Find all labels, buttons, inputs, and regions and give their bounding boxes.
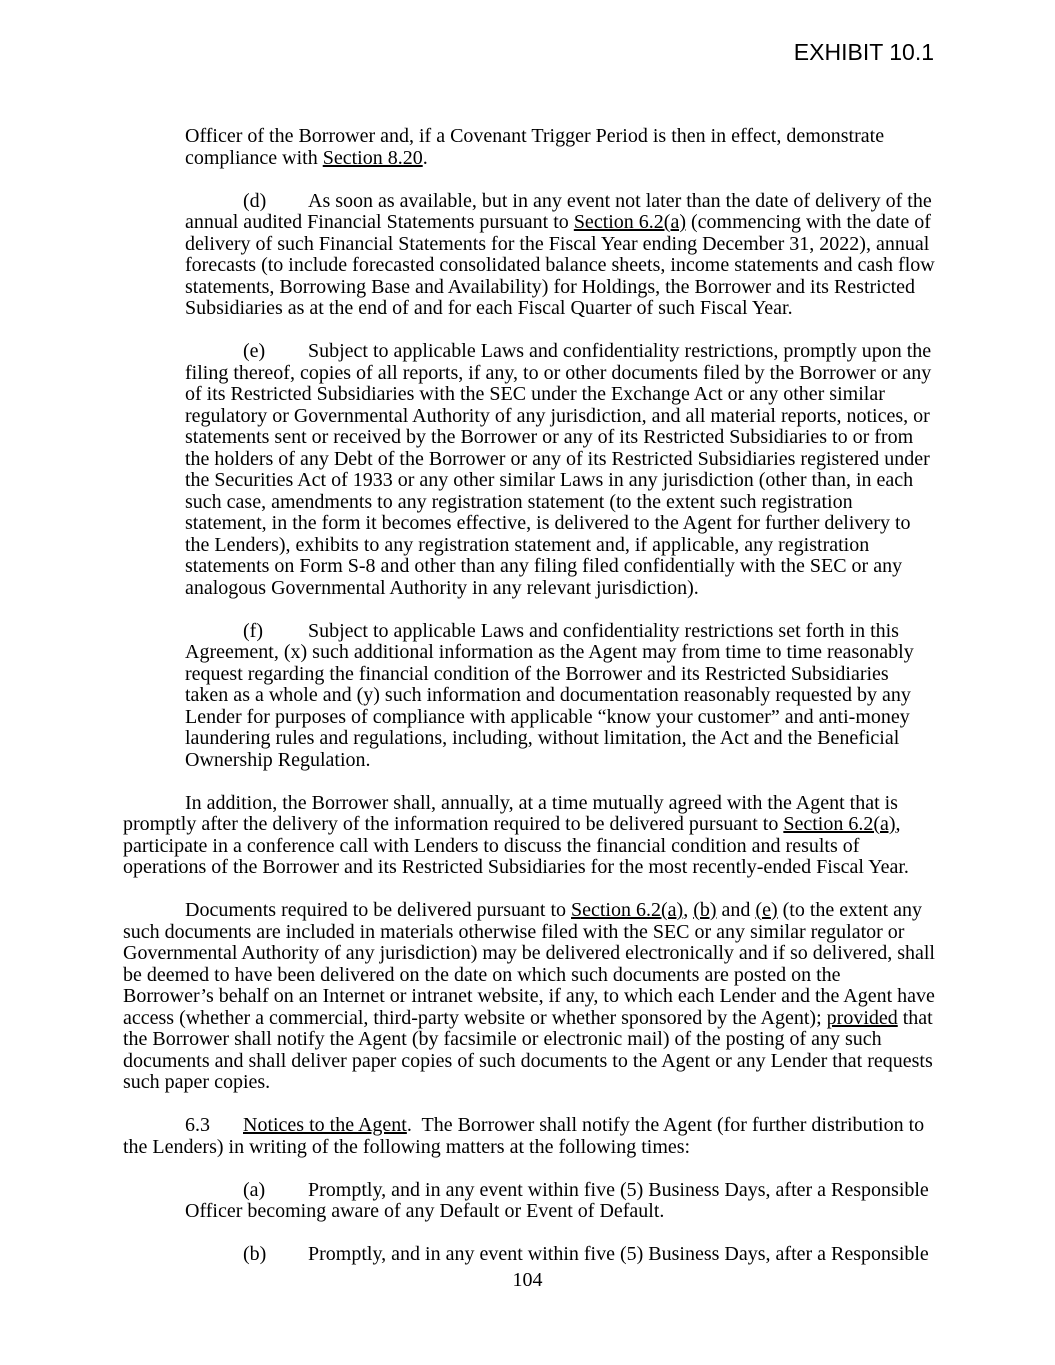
text-run: As soon as available, but in any event not later than the date of delivery of the annual audited Financial Statements pursuant to [185, 189, 932, 233]
paragraph-6-3-a [185, 1180, 935, 1223]
underlined-reference: (e) [755, 899, 778, 921]
paragraph-label: (e) [243, 340, 266, 362]
paragraph-section-6-3 [123, 1115, 935, 1158]
text-run: In addition, the Borrower shall, annually, at a time mutually agreed with the Agent that is promptly after the delivery of the information required to be delivered pursuant to [123, 791, 898, 835]
paragraph-f [185, 621, 935, 772]
paragraph-d [185, 191, 935, 320]
text-run: . [422, 146, 428, 169]
text-run: , participate in a conference call with Lenders to discuss the financial condition and results of operations of the Borrower and its Restricted Subsidiaries for the most recently-ended Fiscal Year. [123, 813, 909, 878]
underlined-reference: Section 8.20 [322, 146, 423, 169]
paragraph-label: (a) [243, 1178, 266, 1201]
underlined-reference: Notices to the Agent [243, 1114, 407, 1136]
underlined-reference: Section 6.2(a) [573, 211, 686, 233]
text-run: and [716, 899, 756, 921]
page-number: 104 [512, 1269, 543, 1291]
text-run: Subject to applicable Laws and confidentiality restrictions set forth in this Agreement, (x) such additional information as the Agent may from time to time reasonably request regarding the financial condition of the Borrower and its Restricted Subsidiaries taken as a whole and (y) such information and documentation reasonably requested by any Lender for purposes of compliance with applicable “know your customer” and anti-money laundering rules and regulations, including, without limitation, the Act and the Beneficial Ownership Regulation. [185, 619, 914, 771]
paragraph-in-addition [123, 793, 935, 879]
text-run: Promptly, and in any event within five (5) Business Days, after a Responsible Officer becoming aware of any Default or Event of Default. [185, 1178, 929, 1222]
text-run: . The Borrower shall notify the Agent (for further distribution to the Lenders) in writing of the following matters at the following times: [123, 1114, 925, 1158]
exhibit-label: EXHIBIT 10.1 [793, 39, 934, 65]
paragraph-documents-delivery [123, 900, 935, 1094]
text-run: that the Borrower shall notify the Agent (by facsimile or electronic mail) of the posting of any such documents and shall deliver paper copies of such documents to the Agent or any Lender that requests such paper copies. [123, 1006, 933, 1093]
text-run: Subject to applicable Laws and confidentiality restrictions, promptly upon the filing thereof, copies of all reports, if any, to or other documents filed by the Borrower or any of its Restricted Subsidiaries with the SEC under the Exchange Act or any other similar regulatory or Governmental Authority of any jurisdiction, and all material reports, notices, or statements sent or received by the Borrower or any of its Restricted Subsidiaries to or from the holders of any Debt of the Borrower or any of its Restricted Subsidiaries registered under the Securities Act of 1933 or any other similar Laws in any jurisdiction (other than, in each such case, amendments to any registration statement (to the extent such registration statement, in the form it becomes effective, is delivered to the Agent for further delivery to the Lenders), exhibits to any registration statement and, if applicable, any registration statements on Form S-8 and other than any filing filed confidentially with the SEC or any analogous Governmental Authority in any relevant jurisdiction). [185, 340, 932, 599]
text-run: (to the extent any such documents are included in materials otherwise filed with the SEC or any similar regulator or Governmental Authority of any jurisdiction) may be delivered electronically and if so delivered, shall be deemed to have been delivered on the date on which such documents are posted on the Borrower’s behalf on an Internet or intranet website, if any, to which each Lender and the Agent have access (whether a commercial, third-party website or whether sponsored by the Agent); [123, 899, 935, 1029]
text-run: Documents required to be delivered pursuant to [185, 899, 571, 921]
document-content [123, 126, 935, 1287]
paragraph-label: (b) [243, 1243, 267, 1265]
text-run: (commencing with the date of delivery of such Financial Statements for the Fiscal Year ending December 31, 2022), annual forecasts (to include forecasted consolidated balance sheets, income statements and cash flow statements, Borrowing Base and Availability) for Holdings, the Borrower and its Restricted Subsidiaries as at the end of and for each Fiscal Quarter of such Fiscal Year. [185, 211, 935, 319]
underlined-reference: Section 6.2(a) [783, 813, 896, 835]
text-run: Officer of the Borrower and, if a Covenant Trigger Period is then in effect, demonstrate compliance with [185, 125, 885, 169]
paragraph-label: (d) [243, 189, 267, 212]
paragraph-e [185, 341, 935, 599]
underlined-reference: (b) [693, 899, 717, 921]
paragraph-label: 6.3 [185, 1114, 210, 1136]
text-run: Promptly, and in any event within five (5) Business Days, after a Responsible [308, 1243, 929, 1265]
paragraph-label: (f) [243, 619, 263, 642]
underlined-reference: provided [826, 1006, 898, 1029]
text-run: , [683, 899, 694, 921]
paragraph-officer-continuation [185, 126, 935, 169]
underlined-reference: Section 6.2(a) [571, 899, 684, 921]
paragraph-6-3-b [185, 1244, 935, 1266]
